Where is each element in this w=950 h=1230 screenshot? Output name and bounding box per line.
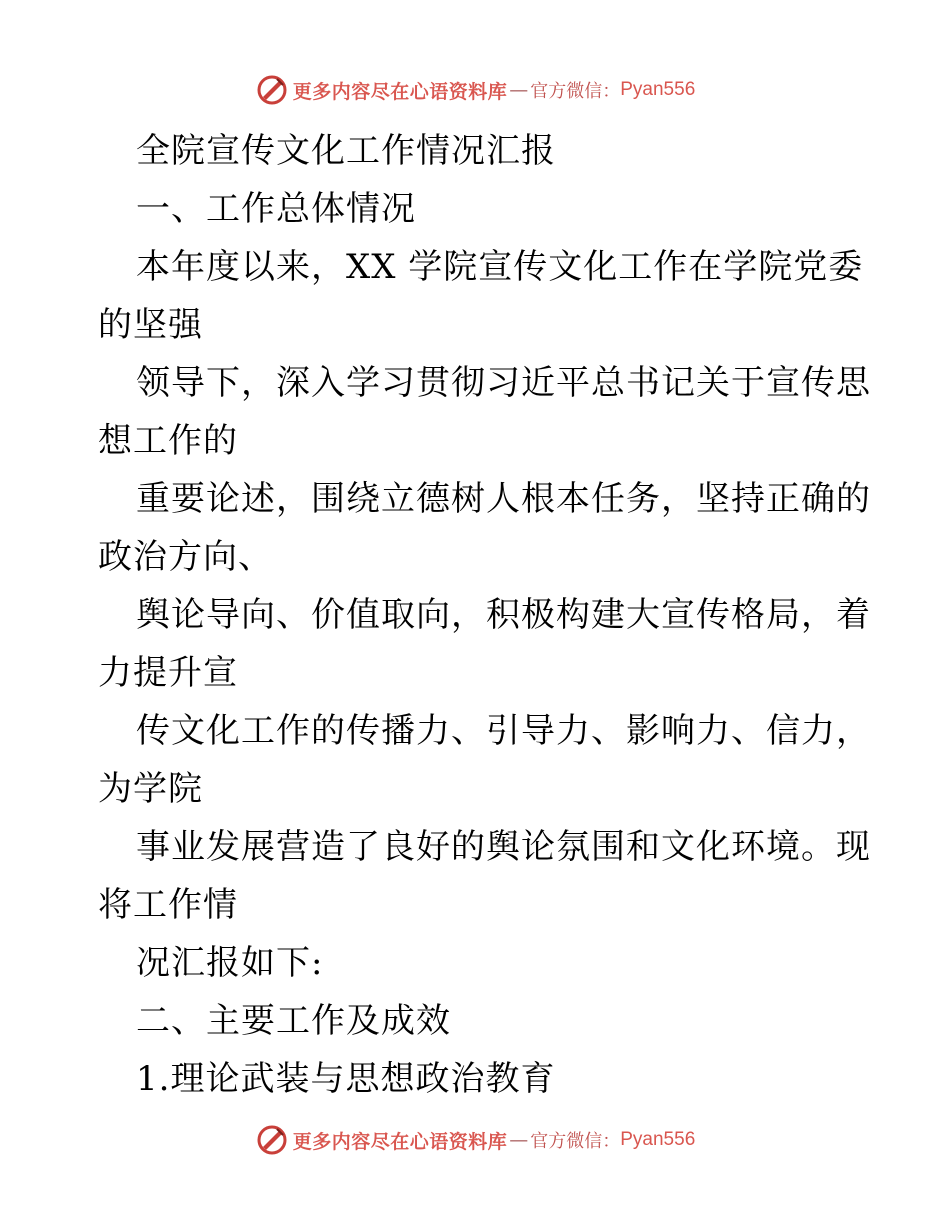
paragraph-line: 力提升宣 [98, 653, 238, 693]
paragraph-line: 政治方向、 [98, 537, 273, 577]
paragraph-line: 重要论述，围绕立德树人根本任务，坚持正确的 [136, 479, 871, 519]
paragraph-line: 本年度以来，XX 学院宣传文化工作在学院党委 [136, 247, 864, 287]
banner-separator: — [509, 79, 529, 101]
banner-separator: — [509, 1129, 529, 1151]
paragraph-line: 想工作的 [98, 421, 238, 461]
section-heading-2: 二、主要工作及成效 [136, 1001, 451, 1041]
paragraph-line: 传文化工作的传播力、引导力、影响力、信力， [136, 711, 871, 751]
banner-wechat-id: Pyan556 [620, 1129, 696, 1150]
paragraph-line: 况汇报如下: [136, 943, 324, 983]
paragraph-line: 的坚强 [98, 305, 203, 345]
footer-banner [0, 1118, 950, 1162]
paragraph-line: 舆论导向、价值取向，积极构建大宣传格局，着 [136, 595, 871, 635]
subsection-heading: 1.理论武装与思想政治教育 [136, 1059, 556, 1099]
banner-main-text: 更多内容尽在心语资料库 [292, 1130, 508, 1153]
banner-wechat-label: 官方微信： [530, 1131, 621, 1152]
paragraph-line: 领导下，深入学习贯彻习近平总书记关于宣传思 [136, 363, 871, 403]
banner-wechat-label: 官方微信： [530, 81, 621, 102]
banner-wechat-id: Pyan556 [620, 79, 696, 100]
banner-main-text: 更多内容尽在心语资料库 [292, 80, 508, 103]
pen-swirl-logo-icon [255, 73, 289, 107]
paragraph-line: 将工作情 [98, 885, 238, 925]
header-banner [0, 68, 950, 112]
document-body [98, 122, 871, 1108]
paragraph-line: 事业发展营造了良好的舆论氛围和文化环境。现 [136, 827, 871, 867]
document-title: 全院宣传文化工作情况汇报 [136, 131, 556, 171]
pen-swirl-logo-icon [255, 1123, 289, 1157]
section-heading-1: 一、工作总体情况 [136, 189, 416, 229]
paragraph-line: 为学院 [98, 769, 203, 809]
